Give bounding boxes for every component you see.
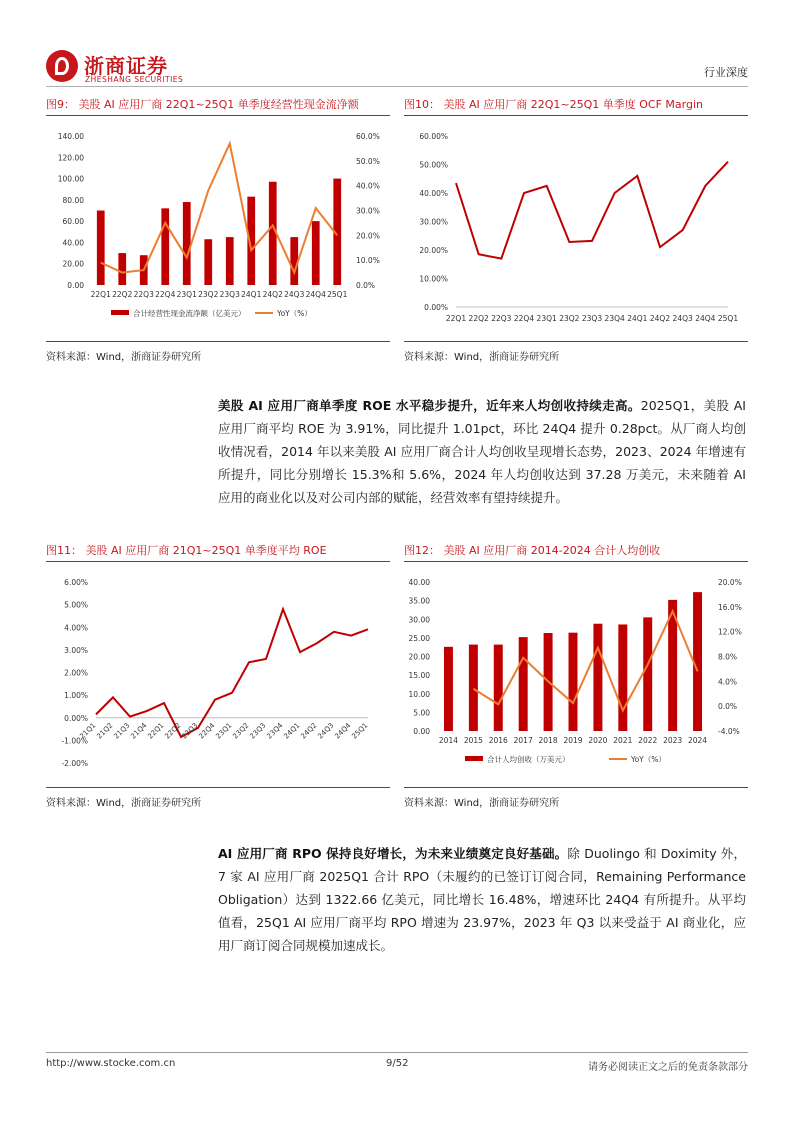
fig11-y-tick: 2.00%	[64, 668, 88, 678]
logo-text: 浙商证券	[84, 54, 168, 78]
fig9-legend-line-label: YoY（%）	[277, 309, 312, 318]
fig10-y-tick: 50.00%	[419, 160, 448, 170]
fig12-right-tick: 4.0%	[718, 677, 738, 687]
fig11-x-tick: 23Q4	[265, 721, 285, 741]
fig10-y-tick: 30.00%	[419, 217, 448, 227]
fig12-left-tick: 40.00	[408, 578, 430, 587]
fig11-x-tick: 22Q4	[197, 721, 217, 741]
fig12-left-tick: 10.00	[408, 689, 430, 699]
fig9-right-tick: 30.0%	[356, 206, 380, 216]
fig10-bottom-rule	[404, 341, 748, 342]
fig12-left-tick: 15.00	[408, 671, 430, 681]
fig10-y-tick: 60.00%	[419, 132, 448, 141]
fig11-x-tick: 23Q2	[231, 721, 251, 741]
fig11-x-tick: 24Q1	[282, 721, 302, 741]
fig11-bottom-rule	[46, 787, 390, 788]
fig10-line	[456, 162, 728, 259]
fig9-left-tick: 140.00	[57, 132, 84, 141]
fig11-x-tick: 24Q4	[333, 721, 353, 741]
fig9-title: 图9： 美股 AI 应用厂商 22Q1~25Q1 单季度经营性现金流净额	[46, 98, 359, 111]
fig10-x-tick: 24Q2	[649, 314, 671, 323]
fig11-y-tick: 5.00%	[64, 600, 88, 610]
logo-subtext: ZHESHANG SECURITIES	[85, 75, 184, 84]
fig9-bar	[161, 208, 169, 285]
fig10-x-tick: 23Q4	[604, 314, 625, 323]
fig10-x-tick: 23Q3	[581, 314, 603, 323]
fig9-bar	[97, 211, 105, 286]
fig9-x-tick: 24Q1	[241, 290, 262, 299]
fig9-top-rule	[46, 115, 390, 116]
fig12-legend-bar-swatch	[465, 756, 483, 761]
fig9-x-tick: 23Q3	[219, 290, 240, 299]
fig9-x-tick: 22Q1	[90, 290, 111, 299]
fig12-x-tick: 2016	[488, 736, 508, 745]
fig10-x-tick: 22Q2	[468, 314, 489, 323]
fig11-x-tick: 21Q4	[129, 721, 149, 741]
paragraph-rpo-lead: AI 应用厂商 RPO 保持良好增长，为未来业绩奠定良好基础。	[218, 846, 568, 861]
fig11-source: 资料来源：Wind，浙商证券研究所	[46, 798, 202, 809]
paragraph-roe-lead: 美股 AI 应用厂商单季度 ROE 水平稳步提升，近年来人均创收持续走高。	[218, 398, 641, 413]
fig12-bottom-rule	[404, 787, 748, 788]
fig12-x-tick: 2023	[663, 736, 683, 745]
fig9-bar	[290, 237, 298, 285]
fig9-x-tick: 25Q1	[327, 290, 348, 299]
fig12-x-tick: 2015	[463, 736, 483, 745]
fig11-y-tick: 6.00%	[64, 578, 88, 587]
header-divider	[46, 86, 748, 87]
fig11-x-tick: 23Q1	[214, 721, 234, 741]
fig11-x-tick: 23Q3	[248, 721, 268, 741]
paragraph-roe-body: 2025Q1，美股 AI 应用厂商平均 ROE 为 3.91%，同比提升 1.01pct，环比 24Q4 提升 0.28pct。从厂商人均创收情况看，2014 年以来美股 AI 应用厂商合计人均创收呈现增长态势，2023、2024 年增速有所提升，同比分别增长 15.3%和 5.6%，2024 年人均创收达到 37.28 万美元，未来随着 AI 应用的商业化以及对公司内部的赋能，经营效率有望持续提升。	[218, 398, 746, 505]
fig12-bar	[643, 617, 652, 731]
fig9-left-tick: 0.00	[67, 281, 84, 290]
fig9-bar	[118, 253, 126, 285]
fig12-chart	[404, 564, 748, 786]
fig11-x-tick: 25Q1	[350, 721, 370, 741]
fig10-x-tick: 23Q1	[536, 314, 557, 323]
fig12-bar	[469, 645, 478, 731]
fig12-left-tick: 5.00	[413, 708, 430, 718]
fig12-bar	[618, 624, 627, 731]
fig12-x-tick: 2021	[613, 736, 633, 745]
fig9-right-tick: 20.0%	[356, 231, 380, 241]
fig12-right-tick: 0.0%	[718, 702, 738, 712]
fig9-left-tick: 20.00	[62, 259, 84, 269]
fig9-left-tick: 60.00	[62, 217, 84, 227]
logo-icon	[46, 50, 78, 82]
fig10-x-tick: 23Q2	[559, 314, 580, 323]
fig11-x-tick: 21Q1	[78, 721, 98, 741]
fig12-left-tick: 35.00	[408, 596, 430, 606]
fig12-bar	[593, 624, 602, 731]
fig9-bar	[226, 237, 234, 285]
fig10-y-tick: 10.00%	[419, 274, 448, 284]
footer-divider	[46, 1052, 748, 1053]
fig10-y-tick: 20.00%	[419, 246, 448, 255]
fig12-source: 资料来源：Wind，浙商证券研究所	[404, 798, 560, 809]
fig12-legend-line-label: YoY（%）	[631, 755, 666, 764]
footer-disclaimer: 请务必阅读正文之后的免责条款部分	[588, 1062, 748, 1073]
fig11-x-tick: 21Q2	[95, 721, 115, 741]
fig9-legend-bar-swatch	[111, 310, 129, 315]
fig9-right-tick: 40.0%	[356, 181, 380, 191]
fig12-x-tick: 2024	[687, 736, 708, 745]
footer-url[interactable]: http://www.stocke.com.cn	[46, 1058, 176, 1069]
fig12-yoy-line	[473, 611, 697, 710]
fig9-x-tick: 22Q4	[155, 290, 176, 299]
fig12-x-tick: 2017	[513, 736, 533, 745]
fig12-title: 图12： 美股 AI 应用厂商 2014-2024 合计人均创收	[404, 544, 661, 557]
fig12-right-tick: 16.0%	[718, 602, 742, 612]
fig9-x-tick: 24Q4	[305, 290, 326, 299]
paragraph-rpo	[218, 842, 746, 957]
fig11-x-tick: 22Q3	[180, 721, 200, 741]
fig9-right-tick: 0.0%	[356, 281, 376, 290]
fig12-x-tick: 2022	[638, 736, 658, 745]
fig10-x-tick: 22Q3	[491, 314, 512, 323]
fig12-right-tick: -4.0%	[718, 727, 740, 736]
fig12-left-tick: 25.00	[408, 633, 430, 643]
fig10-x-tick: 22Q1	[445, 314, 467, 323]
paragraph-rpo-body: 除 Duolingo 和 Doximity 外， 7 家 AI 应用厂商 2025Q1 合计 RPO（未履约的已签订订阅合同，Remaining Performance Obligation）达到 1322.66 亿美元，同比增长 16.48%，增速环比 24Q4 有所提升。从平均值看，25Q1 AI 应用厂商平均 RPO 增速为 23.97%，2023 年 Q3 以来受益于 AI 商业化，应用厂商订阅合同规模加速成长。	[218, 846, 747, 953]
paragraph-roe	[218, 394, 746, 509]
fig11-top-rule	[46, 561, 390, 562]
fig9-bar	[312, 221, 320, 285]
fig10-chart	[404, 118, 748, 340]
fig10-x-tick: 24Q3	[672, 314, 693, 323]
fig12-legend-bar-label: 合计人均创收（万美元）	[487, 755, 570, 764]
fig9-left-tick: 100.00	[57, 174, 84, 184]
fig11-y-tick: 1.00%	[64, 691, 88, 701]
fig9-x-tick: 22Q3	[133, 290, 154, 299]
fig9-legend-bar-label: 合计经营性现金流净额（亿美元）	[133, 309, 246, 318]
fig12-bar	[444, 647, 453, 731]
fig11-chart	[46, 564, 390, 786]
fig9-x-tick: 22Q2	[112, 290, 133, 299]
fig9-left-tick: 120.00	[57, 153, 84, 163]
fig12-right-tick: 8.0%	[718, 652, 738, 662]
fig12-left-tick: 0.00	[413, 727, 430, 736]
fig11-title: 图11： 美股 AI 应用厂商 21Q1~25Q1 单季度平均 ROE	[46, 544, 327, 557]
fig11-y-tick: -2.00%	[61, 759, 88, 768]
fig11-y-tick: 3.00%	[64, 645, 88, 655]
fig9-source: 资料来源：Wind，浙商证券研究所	[46, 352, 202, 363]
fig12-x-tick: 2020	[588, 736, 608, 745]
section-label: 行业深度	[704, 66, 748, 79]
fig12-left-tick: 20.00	[408, 652, 430, 662]
fig9-bar	[183, 202, 191, 285]
fig12-bar	[494, 645, 503, 731]
fig10-y-tick: 0.00%	[424, 303, 448, 312]
fig12-x-tick: 2019	[563, 736, 583, 745]
fig10-title: 图10： 美股 AI 应用厂商 22Q1~25Q1 单季度 OCF Margin	[404, 98, 704, 111]
fig9-yoy-line	[101, 143, 338, 272]
fig10-source: 资料来源：Wind，浙商证券研究所	[404, 352, 560, 363]
fig11-x-tick: 21Q3	[112, 721, 132, 741]
fig10-x-tick: 22Q4	[513, 314, 535, 323]
fig9-right-tick: 50.0%	[356, 156, 380, 166]
fig12-bar	[569, 633, 578, 731]
fig11-x-tick: 24Q2	[299, 721, 319, 741]
fig9-x-tick: 24Q2	[262, 290, 283, 299]
fig10-x-tick: 24Q1	[627, 314, 648, 323]
fig9-x-tick: 23Q2	[198, 290, 219, 299]
fig9-x-tick: 23Q1	[176, 290, 197, 299]
page-number: 9/52	[386, 1058, 409, 1069]
fig10-y-tick: 40.00%	[419, 189, 448, 198]
fig12-bar	[519, 637, 528, 731]
fig11-x-tick: 24Q3	[316, 721, 336, 741]
fig9-left-tick: 40.00	[62, 238, 84, 248]
fig11-y-tick: 4.00%	[64, 623, 88, 633]
fig12-top-rule	[404, 561, 748, 562]
fig10-top-rule	[404, 115, 748, 116]
fig10-x-tick: 25Q1	[717, 314, 739, 323]
fig9-chart	[46, 118, 390, 340]
fig11-y-tick: -1.00%	[61, 736, 88, 746]
fig9-right-tick: 60.0%	[356, 132, 380, 141]
fig11-x-tick: 22Q2	[163, 721, 183, 741]
fig12-x-tick: 2018	[538, 736, 558, 745]
fig9-left-tick: 80.00	[62, 195, 84, 205]
fig9-x-tick: 24Q3	[284, 290, 305, 299]
fig11-x-tick: 22Q1	[146, 721, 166, 741]
fig12-right-tick: 12.0%	[718, 627, 742, 637]
fig9-bottom-rule	[46, 341, 390, 342]
fig12-x-tick: 2014	[438, 736, 459, 745]
fig11-y-tick: 0.00%	[64, 713, 88, 723]
fig12-left-tick: 30.00	[408, 615, 430, 625]
fig12-right-tick: 20.0%	[718, 578, 742, 587]
fig9-bar	[204, 239, 212, 285]
fig10-x-tick: 24Q4	[695, 314, 716, 323]
fig9-right-tick: 10.0%	[356, 256, 380, 266]
